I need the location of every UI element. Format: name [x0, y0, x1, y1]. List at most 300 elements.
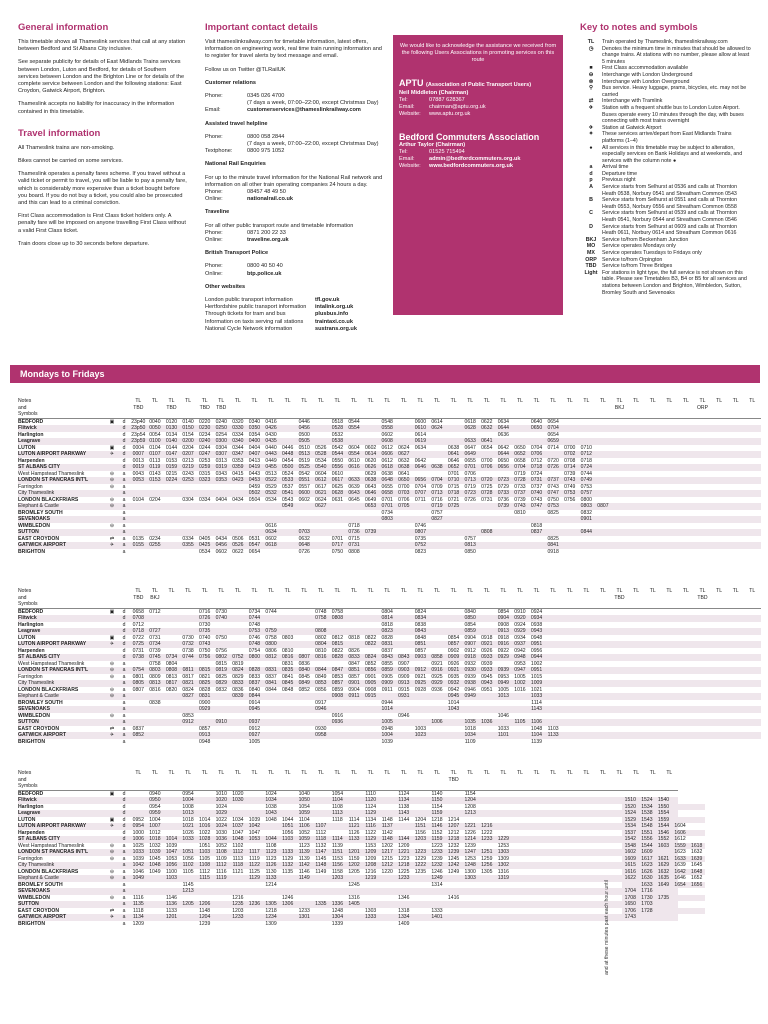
header-cell — [362, 595, 379, 602]
aptu-email[interactable]: chairman@aptu.org.uk — [429, 104, 486, 110]
time-cell: 23p59 — [131, 438, 146, 444]
time-cell: 0819 — [232, 660, 244, 667]
time-cell: 1137 — [381, 823, 393, 829]
time-cell: 1208 — [364, 862, 377, 868]
header-cell — [661, 595, 678, 602]
time-cell: 1316 — [348, 894, 360, 901]
time-cell: 1205 — [182, 901, 194, 907]
time-cell: 1546 — [657, 829, 670, 836]
time-cell: 0807 — [132, 686, 144, 693]
time-cell: 0753 — [248, 628, 261, 634]
time-cell — [147, 921, 164, 928]
time-cell: 1123 — [298, 842, 310, 849]
time-cell: 0935 — [447, 673, 460, 680]
time-cell: 0747 — [530, 503, 543, 509]
time-cell: 0828 — [381, 634, 393, 641]
header-cell — [495, 595, 512, 602]
station-name: Harlington — [18, 621, 44, 628]
time-cell: 0845 — [281, 680, 294, 686]
aptu-website[interactable]: www.aptu.org.uk — [429, 111, 471, 117]
time-cell: 0502 — [248, 490, 261, 496]
time-cell: 0829 — [215, 680, 227, 686]
time-cell: 0504 — [248, 496, 261, 503]
time-cell: 1108 — [199, 862, 211, 868]
time-cell: 0745 — [149, 654, 161, 660]
time-cell: 0822 — [364, 641, 377, 647]
time-cell: 0853 — [315, 680, 327, 686]
station-symbol: ▣ — [109, 608, 115, 615]
header-cell — [246, 405, 263, 412]
time-cell: 1052 — [215, 842, 227, 849]
time-cell: 0354 — [248, 431, 261, 438]
header-cell — [246, 777, 263, 784]
time-cell: 1335 — [315, 901, 327, 907]
time-cell — [644, 549, 661, 556]
time-cell: 0043 — [132, 470, 144, 477]
time-cell: 1556 — [641, 836, 653, 842]
time-cell: 1034 — [265, 797, 277, 803]
time-cell: 1229 — [497, 836, 510, 842]
station-symbol: ✈ — [109, 732, 115, 738]
header-cell: TL — [317, 770, 324, 776]
general-info-p3: Thameslink accepts no liability for inaccuracy in the information contained in this timetable. — [18, 101, 175, 115]
aptu-name: APTU — [399, 78, 424, 88]
cr-phone[interactable]: 0345 026 4700 — [247, 93, 285, 100]
time-cell: 0951 — [481, 686, 493, 693]
time-cell: 0854 — [447, 634, 460, 641]
time-cell: 1304 — [331, 914, 344, 920]
time-cell: 0714 — [547, 444, 559, 451]
time-cell: 0007 — [132, 451, 144, 457]
header-cell — [313, 595, 330, 602]
time-cell: 0924 — [514, 621, 526, 628]
time-cell: 0834 — [414, 615, 427, 621]
time-cell: 1124 — [398, 790, 410, 797]
time-cell — [545, 921, 562, 928]
time-cell: 1022 — [199, 829, 211, 836]
header-cell — [180, 405, 197, 412]
header-cell: TL — [434, 588, 440, 594]
time-cell: 1652 — [691, 875, 703, 881]
time-cell: 1218 — [431, 816, 443, 823]
header-cell: TL — [516, 770, 523, 776]
table-row — [622, 914, 705, 921]
header-cell — [578, 595, 595, 602]
time-cell: 0634 — [497, 418, 510, 425]
time-cell: 0549 — [281, 503, 294, 509]
time-cell: 0315 — [199, 470, 211, 477]
time-cell: 0938 — [530, 621, 543, 628]
header-label: and — [18, 594, 27, 601]
header-cell: TL — [201, 398, 208, 404]
time-cell — [180, 921, 197, 928]
time-cell: 0610 — [348, 457, 360, 464]
time-cell: 1303 — [464, 875, 476, 881]
time-cell: 0912 — [248, 725, 261, 732]
time-cell: 0532 — [331, 431, 344, 438]
time-cell: 0334 — [232, 431, 244, 438]
time-cell: 1103 — [199, 849, 211, 855]
time-cell: 0304 — [182, 496, 194, 503]
time-cell: 0646 — [447, 457, 460, 464]
header-cell — [462, 777, 479, 784]
btp-label: Online: — [205, 270, 223, 277]
time-cell: 0641 — [398, 470, 410, 477]
time-cell: 0200 — [182, 438, 194, 444]
website-link[interactable]: plusbus.info — [315, 311, 349, 318]
time-cell: 0617 — [331, 477, 344, 483]
time-cell: 0948 — [381, 725, 393, 732]
time-cell: 0602 — [381, 431, 393, 438]
key-symbol: ■ — [589, 65, 593, 72]
station-symbol: ⊖ — [109, 693, 115, 699]
time-cell: 1239 — [464, 842, 476, 849]
traveline-phone[interactable]: 0871 200 22 33 — [247, 229, 286, 236]
key-description: Bus service. Heavy luggage, prams, bicycles, etc. may not be carried — [602, 85, 747, 98]
time-cell: 0204 — [149, 496, 161, 503]
time-cell: 1030 — [215, 829, 227, 836]
time-cell: 1059 — [298, 810, 310, 816]
cr-email[interactable]: customerservices@thameslinkrailway.com — [247, 107, 361, 114]
time-cell: 1053 — [165, 855, 178, 862]
time-cell: 0543 — [281, 496, 294, 503]
time-cell: 1149 — [315, 868, 327, 875]
time-cell: 0400 — [248, 438, 261, 444]
arrive-depart-flag: a — [122, 738, 126, 745]
time-cell: 1148 — [381, 836, 393, 842]
time-cell — [512, 549, 529, 556]
traveline-website[interactable]: traveline.org.uk — [247, 237, 289, 244]
time-cell: 0744 — [265, 608, 277, 615]
time-cell: 0804 — [315, 641, 327, 647]
arrive-depart-flag: a — [122, 516, 126, 522]
header-cell — [329, 777, 346, 784]
travel-info-title: Travel information — [18, 127, 101, 139]
time-cell: 0224 — [165, 477, 178, 483]
time-cell: 0602 — [364, 444, 377, 451]
time-cell: 0937 — [248, 719, 261, 725]
bca-label: Website: — [399, 163, 421, 169]
time-cell: 1034 — [232, 816, 244, 823]
nre-phone[interactable]: 08457 48 49 50 — [247, 189, 286, 196]
station-name: City Thameslink — [18, 680, 55, 686]
header-cell — [561, 595, 578, 602]
timetable-symbols-row — [18, 783, 678, 791]
header-spacer — [118, 405, 130, 412]
key-symbol: B — [589, 197, 593, 204]
time-cell: 1034 — [464, 732, 476, 738]
header-cell: TL — [599, 770, 606, 776]
station-name: LONDON ST PANCRAS INT'L — [18, 849, 89, 855]
time-cell: 0908 — [497, 621, 510, 628]
time-cell: 0435 — [265, 438, 277, 444]
time-cell: 0510 — [298, 444, 310, 451]
time-cell: 0650 — [497, 457, 510, 464]
cr-label: Email: — [205, 107, 221, 114]
nre-website[interactable]: nationalrail.co.uk — [247, 196, 294, 203]
arrive-depart-flag: d — [122, 654, 126, 660]
header-cell: TL — [351, 398, 357, 404]
key-description: Interchange with London Underground — [602, 71, 693, 78]
time-cell: 0940 — [149, 790, 161, 797]
time-cell: 0703 — [398, 490, 410, 496]
time-cell: 0656 — [414, 477, 427, 483]
time-cell: 0703 — [298, 529, 310, 535]
time-cell: 0540 — [315, 464, 327, 470]
time-cell: 0727 — [149, 628, 161, 634]
time-cell: 0808 — [348, 548, 360, 555]
station-name: SEVENOAKS — [18, 516, 50, 522]
header-cell: TL — [185, 398, 192, 404]
time-cell: 1033 — [182, 836, 194, 842]
time-cell: 1639 — [691, 855, 703, 862]
time-cell: 0757 — [431, 509, 443, 516]
time-cell: 1133 — [282, 849, 294, 855]
station-symbol: ✈ — [109, 823, 115, 829]
bca-website[interactable]: www.bedfordcommuters.org.uk — [429, 163, 514, 169]
arrive-depart-flag: a — [122, 712, 126, 719]
key-description: Departure time — [602, 170, 638, 177]
time-cell: 0719 — [514, 470, 526, 477]
time-cell: 0858 — [431, 654, 443, 660]
time-cell: 1520 — [624, 803, 636, 810]
time-cell: 0739 — [149, 647, 161, 654]
station-symbol — [106, 549, 118, 556]
time-cell: 0929 — [497, 654, 510, 660]
header-cell: TL — [682, 398, 689, 404]
customer-relations-details — [205, 93, 383, 115]
time-cell: 0304 — [215, 444, 227, 451]
time-cell: 0939 — [497, 667, 510, 673]
time-cell: 0353 — [232, 457, 244, 464]
header-cell: TL — [434, 398, 440, 404]
header-cell — [412, 595, 429, 602]
time-cell: 0909 — [447, 654, 460, 660]
time-cell — [279, 549, 296, 556]
arrive-depart-flag: a — [122, 686, 126, 693]
time-cell: 0154 — [182, 431, 194, 438]
btp-phone[interactable]: 0800 40 50 40 — [247, 263, 283, 270]
time-cell: 0633 — [464, 438, 476, 444]
key-item — [580, 131, 752, 144]
time-cell: 1133 — [265, 875, 277, 881]
time-cell: 0643 — [348, 490, 360, 496]
time-cell: 0835 — [281, 667, 294, 673]
website-link[interactable]: tfl.gov.uk — [315, 297, 340, 304]
time-cell: 0456 — [215, 542, 227, 548]
time-cell: 0159 — [165, 464, 178, 470]
time-cell: 0917 — [315, 699, 327, 706]
time-cell: 0913 — [199, 732, 211, 738]
time-cell: 1039 — [248, 816, 261, 823]
website-link[interactable]: intalink.org.uk — [315, 304, 354, 311]
time-cell: 1134 — [132, 914, 144, 920]
time-cell: 1319 — [497, 875, 510, 881]
key-title: Key to notes and symbols — [580, 22, 698, 33]
time-cell — [661, 549, 678, 556]
header-cell — [296, 777, 313, 784]
time-cell: 0728 — [514, 477, 526, 483]
time-cell: 0833 — [232, 680, 244, 686]
arrive-depart-flag: a — [122, 855, 126, 862]
time-cell: 0828 — [331, 654, 344, 660]
station-symbol: ▣ — [109, 418, 115, 425]
time-cell: 1126 — [265, 862, 277, 868]
time-cell: 1144 — [398, 836, 410, 842]
time-cell: 0404 — [215, 496, 227, 503]
time-cell: 0837 — [132, 725, 144, 732]
time-cell: 0130 — [165, 425, 178, 431]
key-description: Service to/from Three Bridges — [602, 263, 673, 270]
time-cell: 0656 — [497, 464, 510, 470]
time-cell: 1551 — [641, 829, 653, 836]
website-link[interactable]: sustrans.org.uk — [315, 325, 357, 332]
time-cell: 1006 — [132, 836, 144, 842]
header-cell: TL — [135, 398, 142, 404]
time-cell: 1218 — [265, 907, 277, 914]
station-symbol: ⊖ — [109, 522, 115, 529]
time-cell: 1021 — [182, 823, 194, 829]
header-cell: TL — [301, 588, 308, 594]
time-cell: 0918 — [497, 634, 510, 641]
time-cell: 0946 — [315, 706, 327, 712]
ath-textphone[interactable]: 0800 975 1052 — [247, 148, 285, 155]
time-cell: 0343 — [215, 470, 227, 477]
time-cell: 1214 — [464, 836, 476, 842]
time-cell: 1103 — [282, 836, 294, 842]
time-cell: 0602 — [215, 548, 227, 555]
header-cell: TL — [649, 398, 656, 404]
header-cell: TBD — [697, 594, 708, 601]
time-cell: 0813 — [165, 673, 178, 680]
time-cell: 0629 — [364, 470, 377, 477]
time-cell: 0837 — [381, 647, 393, 654]
time-cell: 1629 — [657, 862, 670, 868]
station-name: ST ALBANS CITY — [18, 654, 60, 660]
time-cell: 1623 — [674, 849, 686, 855]
time-cell: 0801 — [132, 673, 144, 680]
time-cell: 1014 — [447, 699, 460, 706]
header-cell — [230, 777, 247, 784]
key-symbol: MX — [587, 250, 595, 256]
header-cell — [180, 595, 197, 602]
key-item — [580, 65, 752, 72]
time-cell: 1045 — [149, 855, 161, 862]
time-cell: 0910 — [514, 608, 526, 615]
time-cell: 0013 — [132, 457, 144, 464]
time-cell: 0800 — [580, 496, 592, 503]
arrive-depart-flag: a — [122, 673, 126, 680]
btp-website[interactable]: btp.police.uk — [247, 270, 282, 277]
header-cell: TL — [151, 398, 158, 404]
time-cell: 1735 — [657, 894, 670, 901]
header-cell: TBD — [166, 404, 177, 411]
time-cell: 0648 — [298, 542, 310, 548]
time-cell: 0815 — [331, 641, 344, 647]
user-associations-intro: We would like to acknowledge the assistance we received from the following Users Associations in promoting services on this route — [399, 43, 557, 63]
time-cell: 0643 — [364, 483, 377, 490]
time-cell: 1136 — [166, 901, 177, 907]
time-cell: 1025 — [132, 842, 144, 849]
time-cell: 0602 — [265, 535, 277, 542]
header-label: Symbols — [18, 601, 38, 607]
time-cell: 0832 — [215, 686, 227, 693]
time-cell: 0740 — [199, 634, 211, 641]
header-cell: BKJ — [614, 404, 625, 411]
station-symbol: ⊖ — [109, 875, 115, 881]
time-cell: 0710 — [447, 477, 460, 483]
time-cell: 1043 — [265, 810, 277, 816]
station-name: Harpenden — [18, 829, 45, 836]
key-description: Service starts from Selhurst at 0609 and calls at Thornton Heath 0611, Norbury 0614 and Streatham Common 0616 — [602, 223, 738, 237]
header-cell: TL — [168, 398, 175, 404]
time-cell: 0538 — [331, 438, 344, 444]
time-cell: 1236 — [248, 901, 261, 907]
header-cell: TL — [367, 770, 374, 776]
contacts-twitter[interactable]: Follow us on Twitter @TLRailUK — [205, 66, 286, 73]
timetable-symbols-row — [18, 411, 761, 419]
time-cell: 0634 — [265, 529, 277, 535]
header-cell: TL — [367, 398, 374, 404]
station-name: Harlington — [18, 431, 44, 438]
time-cell: 0153 — [149, 477, 161, 483]
time-cell: 1112 — [215, 862, 227, 868]
time-cell: 0746 — [414, 522, 427, 529]
time-cell: 1204 — [199, 914, 211, 920]
key-description: Denotes the minimum time in minutes that should be allowed to change trains. At stations with no number, please allow at least 5 minutes — [602, 45, 751, 65]
time-cell: 0734 — [381, 509, 393, 516]
station-symbol: ▣ — [109, 790, 115, 797]
header-cell: TL — [268, 770, 275, 776]
time-cell: 0948 — [530, 634, 543, 641]
time-cell — [429, 921, 446, 928]
time-cell: 0855 — [381, 660, 393, 667]
time-cell: 1233 — [232, 914, 244, 920]
time-cell: 0614 — [414, 431, 427, 438]
time-cell: 1039 — [381, 738, 393, 745]
key-symbol: a — [589, 164, 593, 171]
cr-hours: (7 days a week, 07:00–22:00, except Christmas Day) — [247, 100, 379, 107]
time-cell: 1559 — [674, 842, 686, 849]
station-symbol: ⊖ — [109, 849, 115, 855]
time-cell: 0951 — [530, 641, 543, 647]
bca-phone[interactable]: 01525 715494 — [429, 149, 465, 155]
header-cell — [595, 405, 612, 412]
time-cell: 0215 — [165, 470, 178, 477]
header-cell: TL — [301, 398, 308, 404]
time-cell: 0604 — [315, 470, 327, 477]
time-cell: 0945 — [481, 673, 493, 680]
aptu-phone[interactable]: 07887 628367 — [429, 97, 465, 103]
time-cell: 1047 — [248, 829, 261, 836]
arrive-depart-flag: d — [122, 438, 126, 444]
time-cell: 0924 — [530, 608, 543, 615]
key-item — [580, 257, 752, 264]
time-cell: 0334 — [182, 535, 194, 542]
bca-email[interactable]: admin@bedfordcommuters.org.uk — [429, 156, 521, 162]
key-symbol: ◷ — [588, 45, 594, 52]
ath-phone[interactable]: 0800 058 2844 — [247, 133, 285, 140]
key-symbol: A — [589, 184, 593, 191]
key-symbol: d — [589, 170, 593, 177]
arrive-depart-flag: a — [122, 509, 126, 516]
time-cell: 0916 — [431, 667, 443, 673]
website-link[interactable]: traintaxi.co.uk — [315, 318, 353, 325]
key-item — [580, 210, 752, 223]
header-cell — [429, 777, 446, 784]
time-cell: 1245 — [447, 855, 460, 862]
timetable-header-row — [18, 405, 761, 412]
